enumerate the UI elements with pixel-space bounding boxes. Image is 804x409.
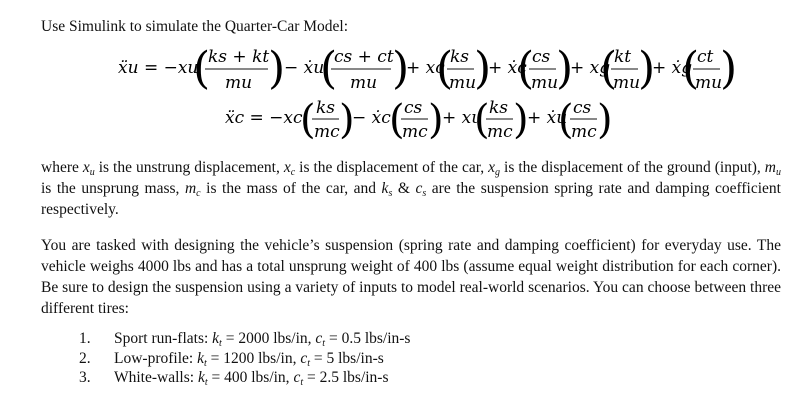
svg-text:(: ( [600, 43, 618, 94]
tire-options-list [41, 329, 410, 388]
svg-text:(: ( [682, 43, 700, 94]
eq2-t1-den: mc [314, 122, 340, 142]
svg-text:(: ( [436, 43, 454, 94]
eq2-t2-num: cs [404, 98, 423, 118]
eq2-t1-num: ks [316, 98, 336, 118]
svg-text:(: ( [474, 98, 490, 143]
svg-text:(: ( [300, 98, 316, 143]
svg-text:): ) [638, 43, 656, 94]
svg-text:): ) [428, 98, 444, 143]
list-item: 3. White-walls: $k_t = 400$ lbs/in, $c_t = 2.5$ lbs/in-s [79, 369, 389, 389]
eq1-t2: − ẋu [284, 58, 325, 78]
eq1-t5-den: mu [613, 73, 641, 93]
eq2-t4-den: mc [571, 122, 597, 142]
eq1-lhs: ẍu = −xu [118, 58, 199, 78]
eq2-t3: + xu [442, 108, 483, 128]
eq1-t6-num: ct [697, 47, 714, 67]
svg-text:(: ( [558, 98, 574, 143]
equation-unsprung [0, 42, 804, 100]
task-description: You are tasked with designing the vehicle’s suspension (spring rate and damping coefficient) for everyday use. The vehicle weighs 4000 lbs and has a total unsprung weight of 400 lbs (assume equal weight distribution for each corner). Be sure to design the suspension using a variety of inputs to model real-world scenarios. You can choose between three different tires: [41, 237, 781, 317]
svg-text:): ) [513, 98, 529, 143]
svg-text:): ) [597, 98, 613, 143]
svg-text:): ) [556, 43, 574, 94]
list-item: 1. Sport run-flats: $k_t = 2000$ lbs/in, $c_t = 0.5$ lbs/in-s [79, 330, 411, 349]
eq2-t3-den: mc [487, 122, 513, 142]
eq1-t1-num: ks + kt [208, 47, 270, 67]
eq2-t4: + ẋu [527, 108, 568, 128]
svg-text:): ) [720, 43, 738, 94]
eq2-t3-num: ks [489, 98, 509, 118]
svg-text:(: ( [193, 43, 211, 94]
eq2-t4-num: cs [573, 98, 592, 118]
eq1-t3-den: mu [449, 73, 477, 93]
eq1-t4-num: cs [532, 47, 551, 67]
svg-text:(: ( [517, 43, 535, 94]
eq1-t4: + ẋc [488, 58, 527, 78]
svg-text:): ) [474, 43, 492, 94]
eq1-t5-num: kt [614, 47, 632, 67]
svg-text:): ) [392, 43, 410, 94]
eq2-lhs: ẍc = −xc [225, 108, 303, 128]
intro-text: Use Simulink to simulate the Quarter-Car Model: [41, 18, 349, 35]
eq1-t6: + ẋg [652, 58, 693, 78]
eq1-t3: + xc [406, 58, 445, 78]
eq2-t2-den: mc [402, 122, 428, 142]
variable-definitions: where $x_u$ is the unstrung displacement, $x_c$ is the displacement of the car, $x_g$ is the displacement of the ground (input), $m_u$ is the unsprung mass, $m_c$ is the mass of the car, and $k_s$ & $c_s$ are the suspension spring rate and damping coefficient respectively. [41, 159, 781, 218]
eq1-t6-den: mu [695, 73, 723, 93]
svg-text:): ) [339, 98, 355, 143]
eq1-t2-den: mu [350, 73, 378, 93]
eq2-t2: − ẋc [352, 108, 391, 128]
eq1-t5: + xg [570, 58, 611, 78]
eq1-t3-num: ks [450, 47, 470, 67]
svg-text:(: ( [389, 98, 405, 143]
list-item: 2. Low-profile: $k_t = 1200$ lbs/in, $c_t = 5$ lbs/in-s [79, 349, 384, 369]
svg-text:): ) [268, 43, 286, 94]
eq1-t2-num: cs + ct [334, 47, 394, 67]
equation-car [0, 98, 804, 144]
eq1-t1-den: mu [225, 73, 253, 93]
eq1-t4-den: mu [531, 73, 559, 93]
svg-text:(: ( [320, 43, 338, 94]
